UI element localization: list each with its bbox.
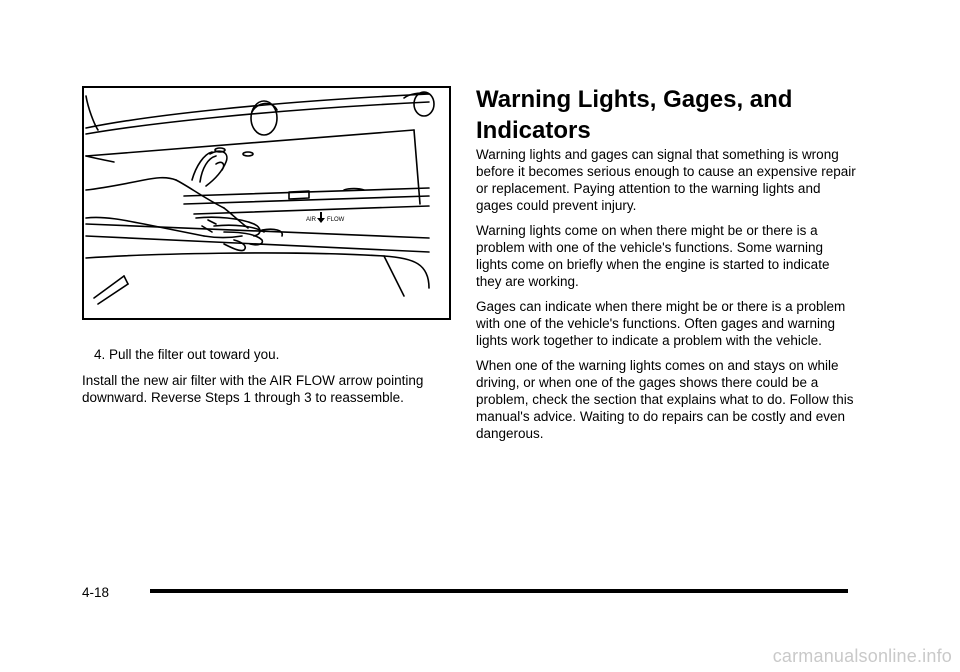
body-paragraph-2: Warning lights come on when there might be or there is a problem with one of the vehicle's functions. Some warning lights come on briefly when the engine is started to indicate they are working. bbox=[476, 223, 830, 289]
body-paragraph-4: When one of the warning lights comes on and stays on while driving, or when one of the gages shows there could be a problem, check the section that explains what to do. Follow this manual's advice. Waiting to do repairs can be costly and even dangerous. bbox=[476, 358, 854, 441]
body-paragraph-1: Warning lights and gages can signal that something is wrong before it becomes serious enough to cause an expensive repair or replacement. Paying attention to the warning lights and gages could prevent injury. bbox=[476, 147, 856, 213]
install-paragraph: Install the new air filter with the AIR FLOW arrow pointing downward. Reverse Steps 1 through 3 to reassemble. bbox=[82, 373, 424, 405]
step-4 bbox=[94, 346, 454, 363]
filter-illustration bbox=[82, 86, 451, 320]
airflow-arrow-icon bbox=[317, 212, 325, 223]
section-body bbox=[476, 146, 856, 450]
page-number: 4-18 bbox=[82, 585, 110, 600]
label-air: AIR bbox=[306, 217, 317, 223]
air-filter-drawing bbox=[84, 88, 449, 318]
section-heading: Warning Lights, Gages, and Indicators bbox=[476, 86, 793, 144]
body-paragraph-3: Gages can indicate when there might be or there is a problem with one of the vehicle's functions. Often gages and warning lights work together to indicate a problem with the vehicle. bbox=[476, 299, 846, 348]
step-number: 4. bbox=[94, 347, 106, 362]
step-text: Pull the filter out toward you. bbox=[109, 347, 280, 362]
footer-rule bbox=[150, 589, 848, 593]
watermark: carmanualsonline.info bbox=[772, 646, 952, 666]
label-flow: FLOW bbox=[327, 217, 345, 223]
